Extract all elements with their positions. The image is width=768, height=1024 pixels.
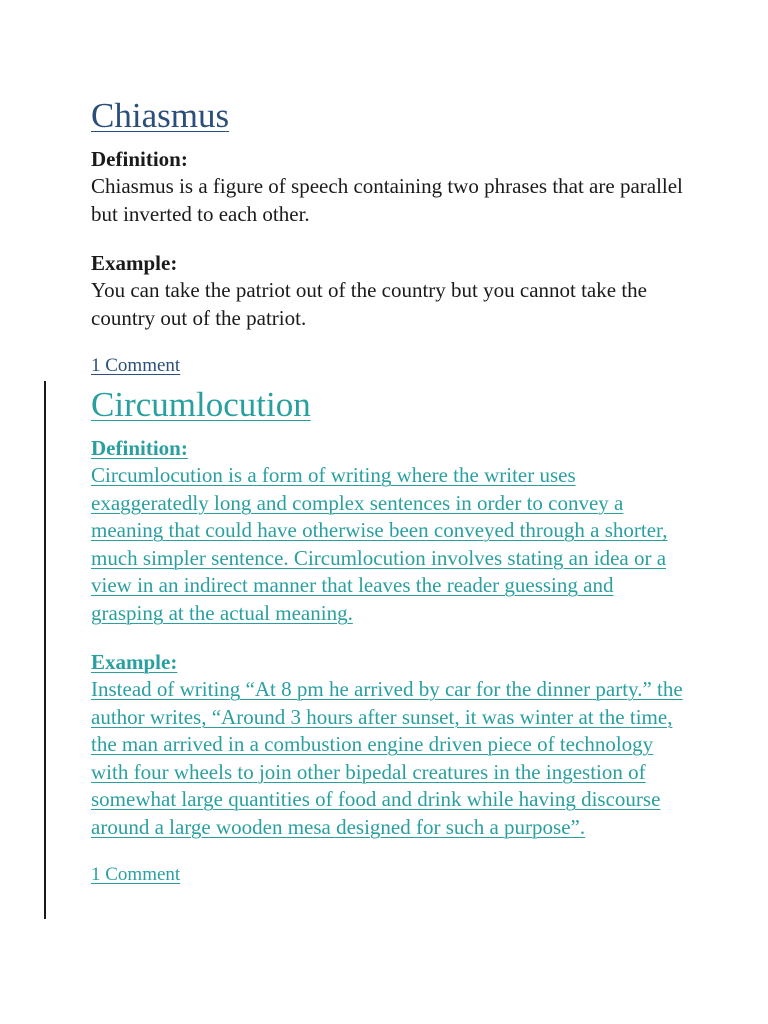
definition-text: Chiasmus is a figure of speech containing two phrases that are parallel but inverted to each other. bbox=[91, 174, 683, 226]
definition-text[interactable]: Circumlocution is a form of writing where the writer uses exaggeratedly long and complex sentences in order to convey a meaning that could have otherwise been conveyed through a shorter, much simpler sentence. Circumlocution involves stating an idea or a view in an indirect manner that leaves the reader guessing and grasping at the actual meaning. bbox=[91, 463, 668, 625]
example-label[interactable]: Example: bbox=[91, 650, 178, 674]
glossary-entry-chiasmus bbox=[91, 96, 691, 378]
definition-label: Definition: bbox=[91, 147, 188, 171]
example-text[interactable]: Instead of writing “At 8 pm he arrived by car for the dinner party.” the author writes, “Around 3 hours after sunset, it was winter at the time, the man arrived in a combustion engine driven piece of technology with four wheels to join other bipedal creatures in the ingestion of somewhat large quantities of food and drink while having discourse around a large wooden mesa designed for such a purpose”. bbox=[91, 677, 683, 839]
comment-link[interactable]: 1 Comment bbox=[91, 864, 181, 885]
example-text: You can take the patriot out of the country but you cannot take the country out of the patriot. bbox=[91, 278, 647, 330]
definition-label[interactable]: Definition: bbox=[91, 436, 188, 460]
glossary-entry-circumlocution bbox=[91, 385, 691, 887]
entry-title-link[interactable]: Circumlocution bbox=[91, 385, 311, 424]
comment-link[interactable]: 1 Comment bbox=[91, 355, 181, 376]
example-label: Example: bbox=[91, 251, 178, 275]
change-bar bbox=[44, 381, 46, 919]
entry-title-link[interactable]: Chiasmus bbox=[91, 96, 230, 135]
